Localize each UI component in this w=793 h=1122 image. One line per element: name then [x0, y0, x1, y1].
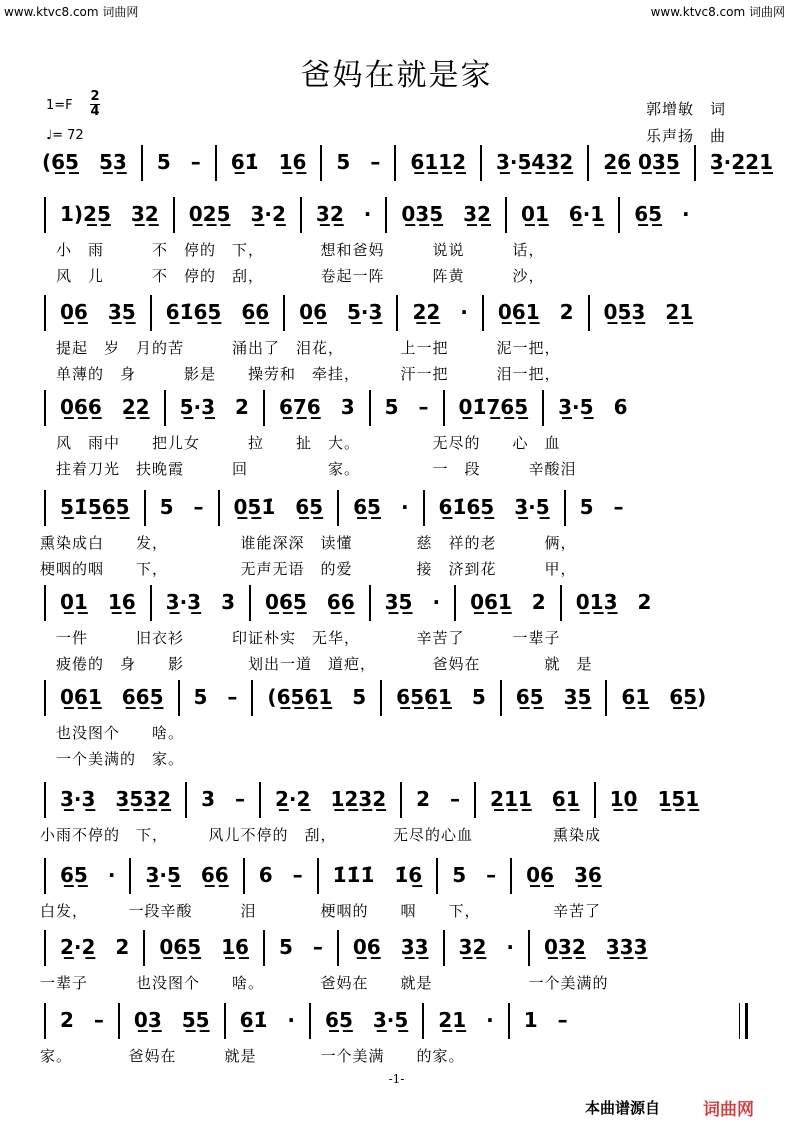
lyric-line: 单薄的 身 影是 操劳和 牵挂， 汗一把 泪一把， — [40, 365, 561, 383]
lyric-line: 家。 爸妈在 就是 一个美满 的家。 — [40, 1047, 465, 1065]
notation-row — [36, 585, 756, 625]
barline — [44, 782, 46, 818]
meter-top: 2 — [90, 89, 100, 104]
barline — [118, 1003, 120, 1039]
measure: 5 – — [278, 934, 323, 959]
barline — [618, 197, 620, 233]
lyricist-credit: 郭增敏 词 — [646, 100, 727, 118]
final-barline-thin — [739, 1003, 740, 1039]
measure: 6̲5̲ 3̲·5̲ — [325, 1007, 409, 1032]
measure: 6̲1̇6̲5̲ 6̲6̲ — [165, 299, 270, 324]
final-barline-thick — [745, 1003, 748, 1039]
tempo-mark: ♩= 72 — [46, 128, 84, 143]
measure: 0̲1̲3̲ 2 — [575, 589, 652, 614]
site-watermark-left: www.ktvc8.com 词曲网 — [4, 5, 139, 19]
measure: 6̲5̲ · — [60, 862, 116, 887]
barline — [422, 1003, 424, 1039]
measure: 5 – — [452, 862, 497, 887]
measure: 0̲3̲ 5̲5̲ — [133, 1007, 210, 1032]
barline — [44, 197, 46, 233]
measure: 3̲·3̲ 3̲5̲3̲2̲ — [60, 786, 172, 811]
measure: 0̲1̲ 6̲·1̲ — [520, 201, 605, 226]
barline — [369, 390, 371, 426]
notation-row — [36, 680, 756, 720]
barline — [263, 390, 265, 426]
barline — [129, 858, 131, 894]
barline — [385, 197, 387, 233]
barline — [44, 680, 46, 716]
measure: 0̲6̲6̲ 2̲2̲ — [60, 394, 150, 419]
measure: (6̲5̲6̲1̲ 5 — [267, 684, 367, 709]
notation-row — [36, 1003, 756, 1043]
meter-bottom: 4 — [90, 104, 100, 119]
barline — [300, 197, 302, 233]
measure: 0̲5̲1̇ 6̲5̲ — [233, 494, 324, 519]
song-title: 爸妈在就是家 — [300, 58, 493, 93]
measure: 2̲6̲ 0̲3̲5̲ — [603, 149, 680, 174]
measure: 3̲·5̲ 6̲6̲ — [145, 862, 229, 887]
barline — [528, 930, 530, 966]
lyric-line: 一个美满的 家。 — [40, 750, 185, 768]
lyric-line: 疲倦的 身 影 划出一道 道疤， 爸妈在 就 是 — [40, 655, 593, 673]
barline — [309, 1003, 311, 1039]
measure: 3̲5̲ · — [384, 589, 441, 614]
measure: 0̲6̲ 3̲5̲ — [60, 299, 136, 324]
lyric-line: 风 儿 不 停的 刮， 卷起一阵 阵黄 沙， — [40, 267, 545, 285]
notation-row — [36, 295, 756, 335]
measure: 6̲1̇ 1̲6̲ — [230, 149, 307, 174]
notation-row — [36, 390, 756, 430]
measure: 6̲1̇6̲5̲ 3̲·5̲ — [438, 494, 550, 519]
notation-row — [36, 490, 756, 530]
barline — [249, 585, 251, 621]
barline — [542, 390, 544, 426]
barline — [482, 295, 484, 331]
measure: 6̲1̲ 6̲5̲) — [621, 684, 707, 709]
measure: 1 – — [523, 1007, 568, 1032]
barline — [173, 197, 175, 233]
measure: 5̲·3̲ 2 — [179, 394, 249, 419]
site-watermark-right: www.ktvc8.com 词曲网 — [650, 5, 785, 19]
barline — [185, 782, 187, 818]
composer-credit: 乐声扬 曲 — [646, 127, 727, 145]
measure: 3̲2̲ · — [458, 934, 514, 959]
measure: 5 – — [579, 494, 624, 519]
measure: 0̲6̲ 3̲3̲ — [352, 934, 429, 959]
lyric-line: 风 雨中 把儿女 拉 扯 大。 无尽的 心 血 — [40, 434, 561, 452]
lyric-line: 小雨不停的 下， 风儿不停的 刮， 无尽的心血 熏染成 — [40, 826, 602, 844]
measure: 6̲5̲ 3̲5̲ — [515, 684, 592, 709]
measure: 0̲1̲ 1̲6̲ — [60, 589, 136, 614]
measure: 0̲6̲1̲ 2 — [470, 589, 546, 614]
measure: 2̲·2̲ 2 — [60, 934, 130, 959]
barline — [443, 930, 445, 966]
lyric-line: 梗咽的咽 下， 无声无语 的爱 接 济到花 甲， — [40, 560, 577, 578]
barline — [178, 680, 180, 716]
barline — [337, 930, 339, 966]
measure: 3̲·3̲ 3 — [165, 589, 236, 614]
lyric-line: 熏染成白 发， 谁能深深 读懂 慈 祥的老 俩， — [40, 534, 577, 552]
barline — [144, 490, 146, 526]
notation-row — [36, 930, 756, 970]
measure: 5 – — [156, 149, 201, 174]
barline — [150, 295, 152, 331]
measure: 5 – — [336, 149, 381, 174]
barline — [243, 858, 245, 894]
barline — [164, 390, 166, 426]
measure: 3̲·5̲4̲3̲2̲ — [496, 149, 574, 174]
barline — [143, 930, 145, 966]
measure: 2̲1̲1̲ 6̲1̲ — [490, 786, 580, 811]
lyric-line: 小 雨 不 停的 下， 想和爸妈 说说 话， — [40, 241, 545, 259]
measure: 0̲3̲2̲ 3̲3̲3̲ — [543, 934, 648, 959]
measure: 0̲6̲5̲ 1̲6̲ — [159, 934, 249, 959]
notation-row — [36, 782, 756, 822]
lyric-line: 提起 岁 月的苦 涌出了 泪花， 上一把 泥一把， — [40, 339, 561, 357]
barline — [44, 490, 46, 526]
barline — [337, 490, 339, 526]
measure: 3̲2̲ · — [315, 201, 372, 226]
lyric-line: 一件 旧衣衫 印证朴实 无华， 辛苦了 一辈子 — [40, 629, 561, 647]
barline — [588, 295, 590, 331]
notation-row — [36, 858, 756, 898]
measure: 5̲1̇5̲6̲5̲ — [60, 494, 130, 519]
barline — [44, 295, 46, 331]
barline — [141, 145, 143, 181]
barline — [44, 390, 46, 426]
measure: 0̲1̇7̲6̲5̲ — [458, 394, 529, 419]
measure: 0̲6̲ 3̲6̲ — [526, 862, 602, 887]
key-signature: 1=F — [46, 98, 73, 113]
measure: 6̲5̲ · — [634, 201, 690, 226]
measure: 2̲1̲ · — [438, 1007, 494, 1032]
measure: 5 – — [384, 394, 429, 419]
measure: 1)2̲5̲ 3̲2̲ — [60, 201, 159, 226]
measure: 0̲3̲5̲ 3̲2̲ — [401, 201, 491, 226]
notation-row — [36, 145, 773, 185]
barline — [508, 1003, 510, 1039]
barline — [510, 858, 512, 894]
barline — [259, 782, 261, 818]
time-signature — [90, 90, 100, 119]
barline — [218, 490, 220, 526]
barline — [215, 145, 217, 181]
barline — [694, 145, 696, 181]
measure: (6̲5̲ 5̲3̲ — [42, 149, 127, 174]
page-number: -1- — [388, 1072, 405, 1086]
barline — [263, 930, 265, 966]
barline — [224, 1003, 226, 1039]
measure: 0̲6̲5̲ 6̲6̲ — [265, 589, 355, 614]
barline — [564, 490, 566, 526]
brand-logo: 词曲网 — [703, 1100, 754, 1120]
barline — [317, 858, 319, 894]
lyric-line: 也没图个 啥。 — [40, 724, 185, 742]
measure: 3̲·2̲2̲1̲ — [709, 149, 773, 174]
barline — [454, 585, 456, 621]
notation-row — [36, 197, 756, 237]
measure: 1̇1̇1̇ 1̇6̲ — [332, 862, 423, 887]
measure: 6̲5̲6̲1̲ 5 — [396, 684, 486, 709]
measure: 6̲1̲1̲2̲ — [410, 149, 466, 174]
measure: 6̲7̲6̲ 3 — [278, 394, 355, 419]
measure: 1̲0̲ 1̲5̲1̲ — [609, 786, 700, 811]
lyric-line: 白发， 一段辛酸 泪 梗咽的 咽 下， 辛苦了 — [40, 902, 602, 920]
barline — [380, 680, 382, 716]
measure: 2̲2̲ · — [412, 299, 468, 324]
lyric-line: 一辈子 也没图个 啥。 爸妈在 就是 一个美满的 — [40, 974, 609, 992]
barline — [320, 145, 322, 181]
barline — [394, 145, 396, 181]
barline — [436, 858, 438, 894]
barline — [474, 782, 476, 818]
barline — [44, 930, 46, 966]
barline — [480, 145, 482, 181]
measure: 2̲·2̲ 1̲2̲3̲2̲ — [275, 786, 387, 811]
measure: 0̲6̲1̲ 6̲6̲5̲ — [60, 684, 164, 709]
barline — [44, 858, 46, 894]
measure: 0̲6̲1̲ 2 — [497, 299, 574, 324]
measure: 0̲5̲3̲ 2̲1̲ — [603, 299, 694, 324]
measure: 3 – — [201, 786, 246, 811]
barline — [44, 1003, 46, 1039]
barline — [560, 585, 562, 621]
barline — [44, 585, 46, 621]
barline — [605, 680, 607, 716]
source-note: 本曲谱源自 — [585, 1099, 661, 1117]
measure: 5 – — [193, 684, 238, 709]
barline — [587, 145, 589, 181]
measure: 6 – — [258, 862, 303, 887]
measure: 6̲5̲ · — [353, 494, 409, 519]
barline — [594, 782, 596, 818]
measure: 3̲·5̲ 6 — [558, 394, 628, 419]
measure: 5 – — [159, 494, 204, 519]
barline — [369, 585, 371, 621]
measure: 0̲2̲5̲ 3̲·2̲ — [188, 201, 286, 226]
barline — [283, 295, 285, 331]
lyric-line: 拄着刀光 扶晚霞 回 家。 一 段 辛酸泪 — [40, 460, 577, 478]
barline — [400, 782, 402, 818]
barline — [443, 390, 445, 426]
measure: 6̲1̇ · — [239, 1007, 296, 1032]
barline — [396, 295, 398, 331]
barline — [423, 490, 425, 526]
measure: 0̲6̲ 5̲·3̲ — [299, 299, 383, 324]
barline — [500, 680, 502, 716]
barline — [150, 585, 152, 621]
measure: 2 – — [60, 1007, 104, 1032]
measure: 2 – — [416, 786, 461, 811]
barline — [251, 680, 253, 716]
barline — [505, 197, 507, 233]
